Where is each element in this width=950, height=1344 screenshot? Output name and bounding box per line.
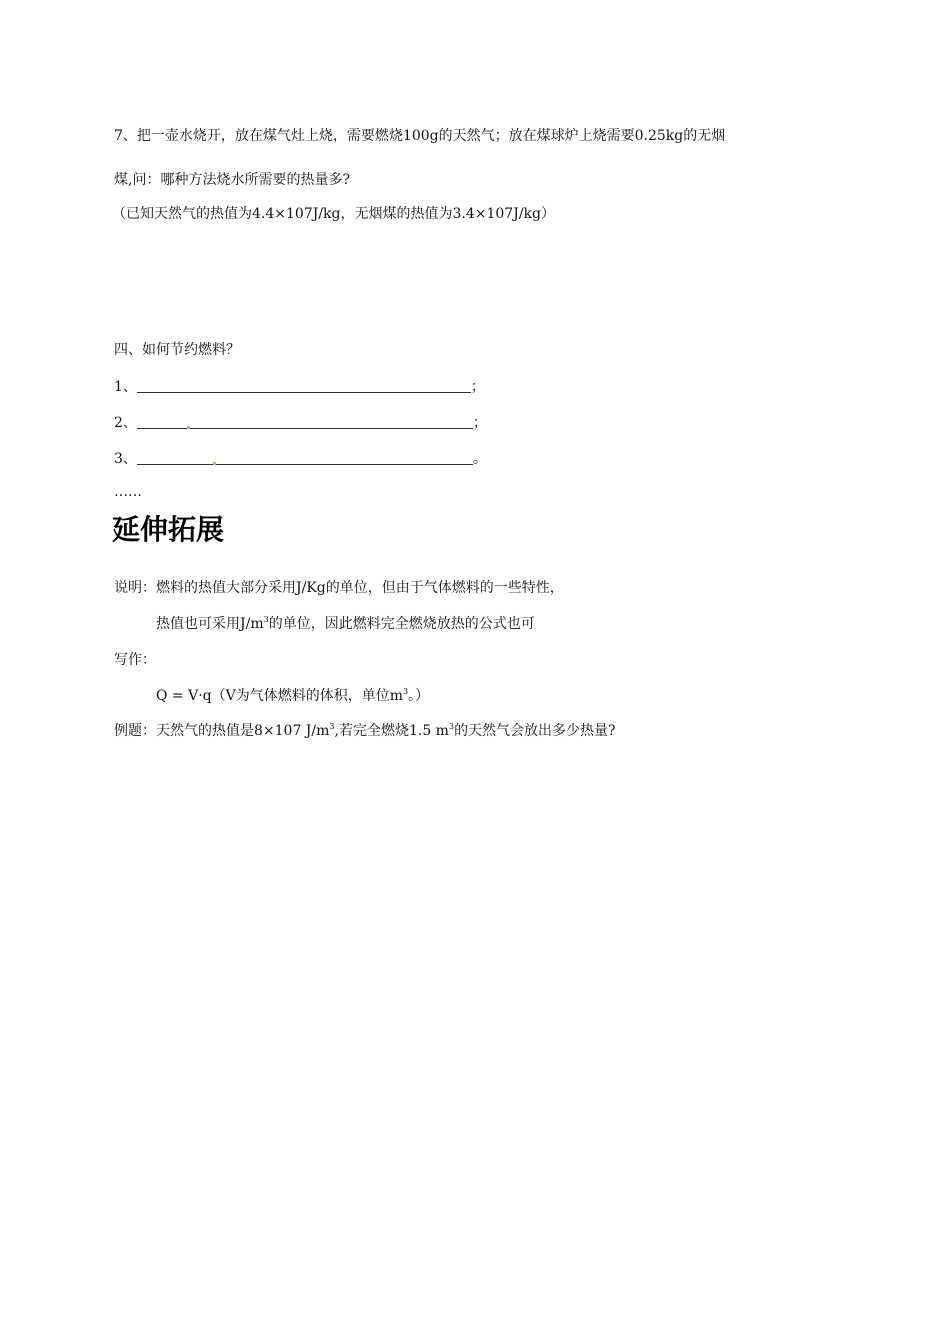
answer-blank[interactable]	[137, 378, 471, 393]
blank-number: 3、	[114, 451, 137, 467]
blank-end-punct: ；	[472, 415, 487, 431]
extension-heading: 延伸拓展	[112, 513, 225, 546]
question-7-given-values: （已知天然气的热值为4.4×107J/kg，无烟煤的热值为3.4×107J/kg）	[112, 206, 555, 222]
example-text: 例题：天然气的热值是8×107 J/m	[114, 723, 330, 739]
superscript: 3	[263, 615, 269, 624]
note-line-2	[156, 614, 535, 634]
answer-blank[interactable]	[137, 414, 473, 429]
scan-mark	[187, 426, 190, 429]
question-7-line-2: 煤,问：哪种方法烧水所需要的热量多?	[114, 172, 350, 188]
formula-text: 。）	[408, 688, 430, 704]
blank-line-1	[114, 377, 485, 397]
scan-mark	[213, 462, 216, 465]
note-line-3: 写作：	[114, 652, 156, 668]
section-4-title: 四、如何节约燃料？	[114, 342, 240, 358]
blank-number: 2、	[114, 415, 137, 431]
note-text: 热值也可采用J/m	[156, 616, 264, 632]
formula-text: Q = V·q（V为气体燃料的体积，单位m	[156, 688, 404, 704]
example-question	[114, 721, 616, 741]
blank-end-punct: 。	[472, 451, 487, 467]
answer-blank[interactable]	[137, 450, 473, 465]
formula	[156, 686, 429, 706]
example-text: 的天然气会放出多少热量?	[454, 723, 616, 739]
superscript: 3	[403, 687, 409, 696]
note-text: 的单位，因此燃料完全燃烧放热的公式也可	[268, 616, 535, 632]
ellipsis: ……	[114, 484, 142, 500]
blank-number: 1、	[114, 379, 137, 395]
note-line-1: 说明：燃料的热值大部分采用J/Kg的单位，但由于气体燃料的一些特性，	[114, 580, 564, 596]
example-text: ,若完全燃烧1.5 m	[334, 723, 449, 739]
question-7-line-1: 7、把一壶水烧开，放在煤气灶上烧，需要燃烧100g的天然气；放在煤球炉上烧需要0.25kg的无烟	[114, 128, 726, 144]
superscript: 3	[329, 722, 335, 731]
blank-line-3	[114, 449, 487, 469]
blank-end-punct: ；	[470, 379, 485, 395]
blank-line-2	[114, 413, 487, 433]
superscript: 3	[448, 722, 455, 731]
